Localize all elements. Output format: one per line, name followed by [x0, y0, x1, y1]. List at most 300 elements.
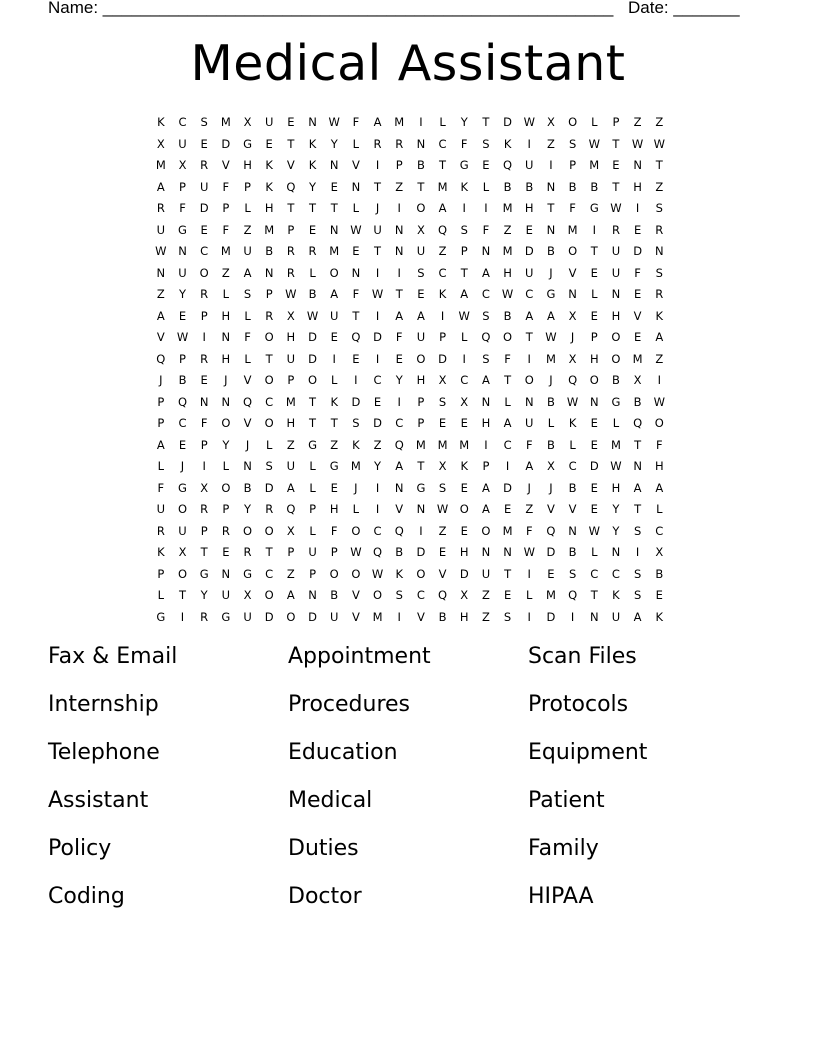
grid-letter: E: [590, 502, 598, 516]
grid-letter: U: [481, 566, 491, 581]
grid-letter: M: [502, 201, 513, 215]
grid-letter: P: [157, 394, 165, 409]
grid-letter: P: [244, 179, 251, 194]
word-bank-item: Coding: [48, 884, 125, 909]
grid-letter: M: [437, 437, 448, 452]
grid-row: [150, 499, 670, 521]
grid-letter: E: [178, 308, 187, 323]
grid-letter: O: [611, 351, 621, 366]
grid-letter: X: [200, 480, 209, 495]
grid-letter: X: [568, 308, 577, 323]
grid-letter: W: [501, 287, 514, 301]
grid-letter: E: [525, 222, 533, 237]
grid-letter: K: [308, 136, 317, 151]
grid-letter: J: [159, 373, 163, 387]
grid-letter: Z: [438, 244, 447, 258]
grid-letter: N: [654, 244, 664, 258]
grid-letter: T: [460, 265, 468, 280]
grid-letter: F: [634, 265, 641, 280]
grid-letter: Q: [177, 394, 188, 409]
grid-letter: D: [546, 609, 556, 624]
grid-letter: U: [330, 308, 339, 323]
grid-letter: D: [221, 136, 231, 151]
grid-letter: N: [524, 394, 534, 409]
grid-letter: B: [416, 158, 425, 172]
grid-letter: F: [179, 201, 186, 215]
grid-row: [150, 607, 670, 629]
grid-letter: S: [460, 222, 468, 237]
grid-letter: C: [460, 373, 469, 387]
grid-letter: C: [438, 136, 447, 151]
grid-letter: S: [633, 566, 642, 581]
grid-letter: O: [654, 416, 664, 430]
grid-letter: O: [286, 609, 296, 624]
grid-letter: W: [631, 136, 644, 151]
grid-letter: T: [439, 158, 447, 172]
grid-letter: E: [373, 394, 382, 409]
grid-letter: M: [589, 158, 600, 172]
grid-letter: Z: [655, 179, 664, 194]
grid-letter: L: [309, 265, 316, 280]
grid-letter: Y: [395, 373, 403, 387]
grid-letter: W: [566, 394, 579, 409]
name-field: Name: ______________________________________________________: [48, 0, 614, 17]
grid-letter: K: [352, 437, 360, 452]
grid-letter: X: [438, 373, 447, 387]
grid-letter: X: [568, 351, 577, 366]
grid-letter: Q: [568, 373, 578, 387]
grid-row: [150, 241, 670, 263]
grid-letter: N: [611, 545, 621, 559]
word-bank-item: Policy: [48, 836, 112, 861]
grid-letter: E: [200, 222, 208, 237]
grid-letter: V: [351, 588, 360, 602]
grid-letter: J: [245, 437, 250, 452]
grid-letter: J: [354, 480, 358, 495]
grid-letter: I: [527, 351, 531, 366]
grid-letter: K: [438, 287, 447, 301]
grid-letter: T: [634, 437, 642, 452]
grid-letter: Z: [330, 437, 339, 452]
grid-letter: C: [568, 459, 577, 473]
grid-letter: I: [354, 373, 358, 387]
grid-letter: C: [416, 588, 425, 602]
grid-row: [150, 284, 670, 306]
grid-letter: C: [481, 287, 490, 301]
grid-letter: Z: [655, 115, 664, 129]
grid-letter: U: [221, 588, 231, 602]
grid-letter: X: [546, 459, 555, 473]
grid-letter: P: [309, 502, 316, 516]
grid-letter: T: [395, 287, 403, 301]
grid-letter: V: [416, 609, 425, 624]
grid-letter: G: [221, 609, 231, 624]
grid-letter: A: [633, 480, 642, 495]
grid-letter: P: [482, 459, 490, 473]
grid-letter: M: [285, 394, 296, 409]
grid-letter: D: [308, 351, 317, 366]
grid-letter: O: [242, 523, 253, 538]
grid-letter: P: [590, 330, 598, 344]
grid-letter: P: [439, 330, 447, 344]
grid-letter: T: [482, 115, 490, 129]
grid-letter: I: [462, 351, 466, 366]
grid-row: [150, 542, 670, 564]
grid-letter: T: [287, 201, 295, 215]
grid-letter: E: [503, 588, 512, 602]
grid-letter: E: [308, 222, 317, 237]
grid-letter: M: [220, 244, 231, 258]
grid-letter: X: [178, 545, 187, 559]
grid-letter: O: [416, 566, 426, 581]
grid-letter: D: [264, 480, 274, 495]
grid-letter: T: [309, 416, 317, 430]
grid-letter: H: [481, 416, 491, 430]
grid-letter: T: [590, 244, 598, 258]
grid-letter: N: [178, 244, 187, 258]
grid-letter: N: [351, 265, 361, 280]
grid-letter: U: [286, 351, 296, 366]
grid-letter: C: [438, 265, 447, 280]
grid-letter: B: [655, 566, 664, 581]
grid-letter: U: [243, 609, 252, 624]
grid-letter: E: [460, 480, 468, 495]
grid-letter: W: [328, 115, 340, 129]
grid-letter: G: [243, 566, 252, 581]
grid-letter: O: [351, 523, 361, 538]
grid-letter: L: [244, 351, 251, 366]
grid-letter: L: [352, 136, 360, 151]
grid-letter: C: [655, 523, 664, 538]
grid-letter: L: [352, 201, 360, 215]
grid-letter: A: [503, 416, 512, 430]
grid-letter: Q: [394, 437, 404, 452]
grid-letter: N: [481, 394, 491, 409]
grid-letter: R: [655, 287, 664, 301]
grid-letter: T: [417, 459, 425, 473]
grid-letter: U: [243, 244, 252, 258]
grid-letter: I: [202, 459, 206, 473]
grid-letter: O: [264, 523, 274, 538]
grid-letter: L: [309, 459, 316, 473]
grid-letter: N: [481, 545, 491, 559]
grid-letter: U: [199, 179, 209, 194]
grid-letter: Q: [568, 588, 578, 602]
grid-letter: H: [264, 201, 274, 215]
grid-letter: L: [309, 480, 316, 495]
grid-letter: L: [591, 287, 598, 301]
grid-letter: S: [482, 136, 490, 151]
grid-letter: X: [655, 545, 664, 559]
grid-letter: K: [460, 459, 469, 473]
grid-letter: H: [416, 373, 426, 387]
grid-letter: R: [265, 502, 274, 516]
grid-letter: O: [221, 480, 231, 495]
grid-letter: M: [220, 115, 231, 129]
grid-letter: S: [265, 459, 273, 473]
grid-letter: O: [589, 373, 599, 387]
grid-letter: W: [436, 502, 449, 516]
grid-letter: T: [352, 308, 360, 323]
grid-letter: E: [178, 437, 187, 452]
grid-letter: S: [482, 351, 490, 366]
grid-letter: I: [527, 566, 531, 581]
grid-letter: V: [156, 330, 165, 344]
grid-letter: U: [525, 416, 534, 430]
grid-letter: F: [244, 330, 251, 344]
grid-letter: N: [156, 265, 166, 280]
grid-letter: J: [549, 265, 553, 280]
grid-letter: P: [287, 373, 295, 387]
grid-letter: C: [265, 566, 274, 581]
grid-letter: M: [415, 437, 426, 452]
grid-letter: M: [502, 523, 513, 538]
grid-letter: T: [309, 201, 317, 215]
grid-letter: E: [482, 158, 490, 172]
grid-letter: G: [546, 287, 556, 301]
grid-letter: I: [635, 201, 640, 215]
grid-letter: W: [285, 287, 297, 301]
grid-letter: E: [612, 158, 620, 172]
grid-letter: X: [286, 308, 295, 323]
grid-letter: Q: [438, 222, 448, 237]
grid-letter: N: [351, 179, 361, 194]
grid-letter: C: [178, 115, 187, 129]
grid-letter: R: [395, 136, 404, 151]
grid-letter: D: [503, 480, 513, 495]
grid-letter: O: [416, 351, 426, 366]
grid-letter: Q: [481, 330, 491, 344]
grid-row: [150, 155, 670, 177]
grid-letter: S: [568, 136, 577, 151]
word-bank-item: Duties: [288, 836, 359, 861]
word-bank-item: Procedures: [288, 692, 410, 717]
grid-letter: F: [330, 523, 338, 538]
grid-letter: Z: [221, 265, 230, 280]
grid-letter: I: [440, 308, 445, 323]
grid-letter: H: [221, 308, 231, 323]
grid-letter: A: [286, 480, 295, 495]
grid-letter: T: [330, 201, 338, 215]
grid-letter: Q: [503, 158, 513, 172]
grid-letter: U: [611, 244, 621, 258]
grid-letter: R: [373, 136, 382, 151]
grid-letter: H: [589, 351, 599, 366]
word-bank-item: Doctor: [288, 884, 362, 909]
grid-letter: Y: [374, 459, 382, 473]
grid-letter: X: [460, 394, 469, 409]
grid-letter: I: [484, 437, 488, 452]
grid-letter: R: [308, 244, 317, 258]
grid-letter: L: [504, 394, 511, 409]
grid-letter: I: [397, 609, 401, 624]
grid-letter: S: [503, 609, 512, 624]
grid-letter: E: [330, 330, 338, 344]
grid-letter: D: [308, 330, 317, 344]
word-bank-item: Scan Files: [528, 644, 637, 669]
grid-letter: N: [221, 394, 231, 409]
grid-letter: T: [504, 373, 512, 387]
grid-letter: V: [568, 265, 577, 280]
grid-letter: Q: [242, 394, 253, 409]
grid-letter: L: [222, 459, 230, 473]
grid-letter: D: [373, 330, 382, 344]
grid-letter: E: [265, 136, 273, 151]
grid-letter: V: [568, 502, 577, 516]
grid-letter: I: [375, 480, 380, 495]
page-title: Medical Assistant: [190, 35, 626, 92]
grid-letter: T: [265, 545, 273, 559]
grid-letter: M: [632, 351, 643, 366]
grid-row: [150, 134, 670, 156]
grid-letter: V: [546, 502, 555, 516]
grid-letter: D: [503, 115, 513, 129]
grid-letter: S: [568, 566, 577, 581]
grid-letter: H: [524, 201, 534, 215]
grid-letter: T: [612, 136, 620, 151]
grid-letter: C: [178, 416, 187, 430]
grid-letter: L: [352, 502, 360, 516]
grid-letter: T: [200, 545, 208, 559]
grid-letter: N: [308, 115, 317, 129]
grid-letter: B: [525, 179, 534, 194]
grid-letter: A: [481, 502, 490, 516]
grid-letter: P: [157, 566, 165, 581]
grid-letter: P: [309, 566, 316, 581]
grid-letter: T: [634, 502, 642, 516]
grid-letter: U: [611, 609, 621, 624]
grid-letter: R: [286, 244, 295, 258]
grid-letter: A: [460, 287, 469, 301]
grid-letter: L: [482, 179, 490, 194]
grid-letter: I: [657, 373, 661, 387]
grid-letter: F: [482, 222, 490, 237]
grid-letter: Z: [481, 588, 490, 602]
grid-letter: M: [545, 588, 556, 602]
word-bank: [48, 640, 768, 928]
grid-letter: I: [484, 201, 488, 215]
grid-letter: X: [243, 115, 252, 129]
grid-letter: N: [568, 287, 577, 301]
grid-letter: C: [503, 437, 512, 452]
grid-letter: O: [308, 373, 318, 387]
grid-letter: S: [200, 115, 208, 129]
grid-letter: V: [243, 373, 252, 387]
grid-letter: Q: [394, 523, 404, 538]
grid-letter: T: [525, 330, 533, 344]
grid-letter: A: [156, 308, 165, 323]
grid-letter: N: [568, 523, 577, 538]
grid-letter: O: [264, 416, 274, 430]
grid-letter: N: [394, 222, 404, 237]
word-bank-item: Protocols: [528, 692, 629, 717]
grid-letter: H: [633, 179, 642, 194]
grid-letter: N: [481, 244, 491, 258]
grid-letter: Z: [438, 523, 447, 538]
grid-letter: P: [222, 502, 230, 516]
grid-letter: F: [352, 115, 360, 129]
grid-letter: N: [611, 287, 621, 301]
grid-letter: A: [156, 179, 165, 194]
grid-letter: X: [243, 588, 252, 602]
grid-letter: B: [503, 308, 512, 323]
grid-letter: O: [329, 566, 339, 581]
grid-letter: I: [527, 609, 531, 624]
grid-letter: X: [156, 136, 165, 151]
grid-letter: E: [200, 373, 208, 387]
grid-letter: T: [504, 566, 512, 581]
grid-letter: M: [567, 222, 578, 237]
grid-letter: I: [397, 201, 401, 215]
grid-letter: V: [286, 158, 295, 172]
grid-letter: H: [243, 158, 252, 172]
grid-letter: K: [460, 179, 469, 194]
grid-letter: J: [549, 373, 553, 387]
grid-letter: O: [568, 115, 578, 129]
grid-row: [150, 198, 670, 220]
grid-letter: Z: [395, 179, 404, 194]
grid-letter: P: [222, 201, 230, 215]
grid-letter: L: [439, 115, 446, 129]
grid-letter: D: [199, 201, 209, 215]
grid-row: [150, 177, 670, 199]
grid-letter: B: [178, 373, 187, 387]
grid-letter: T: [655, 158, 663, 172]
grid-letter: E: [287, 115, 295, 129]
grid-letter: H: [221, 351, 231, 366]
grid-letter: C: [525, 287, 534, 301]
grid-letter: W: [371, 287, 384, 301]
grid-letter: H: [503, 265, 512, 280]
grid-letter: R: [200, 609, 209, 624]
grid-letter: D: [546, 545, 556, 559]
grid-letter: V: [243, 416, 252, 430]
grid-letter: F: [655, 437, 663, 452]
grid-letter: U: [525, 158, 534, 172]
grid-letter: Y: [244, 502, 252, 516]
grid-letter: A: [330, 287, 339, 301]
grid-letter: E: [590, 416, 598, 430]
grid-letter: L: [591, 115, 598, 129]
grid-letter: E: [590, 437, 598, 452]
grid-letter: S: [438, 480, 447, 495]
grid-letter: M: [372, 609, 383, 624]
grid-letter: E: [547, 566, 555, 581]
grid-row: [150, 306, 670, 328]
grid-letter: I: [592, 222, 596, 237]
grid-letter: C: [590, 566, 599, 581]
grid-letter: N: [243, 459, 252, 473]
grid-letter: K: [395, 566, 403, 581]
word-bank-item: Appointment: [288, 644, 431, 669]
grid-letter: T: [178, 588, 187, 602]
grid-letter: B: [568, 480, 577, 495]
grid-letter: R: [243, 545, 252, 559]
grid-letter: Q: [286, 502, 296, 516]
grid-letter: P: [265, 287, 273, 301]
grid-letter: Y: [612, 502, 620, 516]
grid-letter: F: [222, 179, 230, 194]
grid-row: [150, 349, 670, 371]
grid-letter: F: [525, 523, 533, 538]
grid-letter: N: [221, 330, 231, 344]
grid-letter: H: [286, 416, 296, 430]
grid-row: [150, 112, 670, 134]
grid-letter: P: [287, 222, 295, 237]
grid-letter: N: [416, 502, 426, 516]
grid-letter: K: [265, 158, 273, 172]
grid-letter: N: [264, 265, 274, 280]
